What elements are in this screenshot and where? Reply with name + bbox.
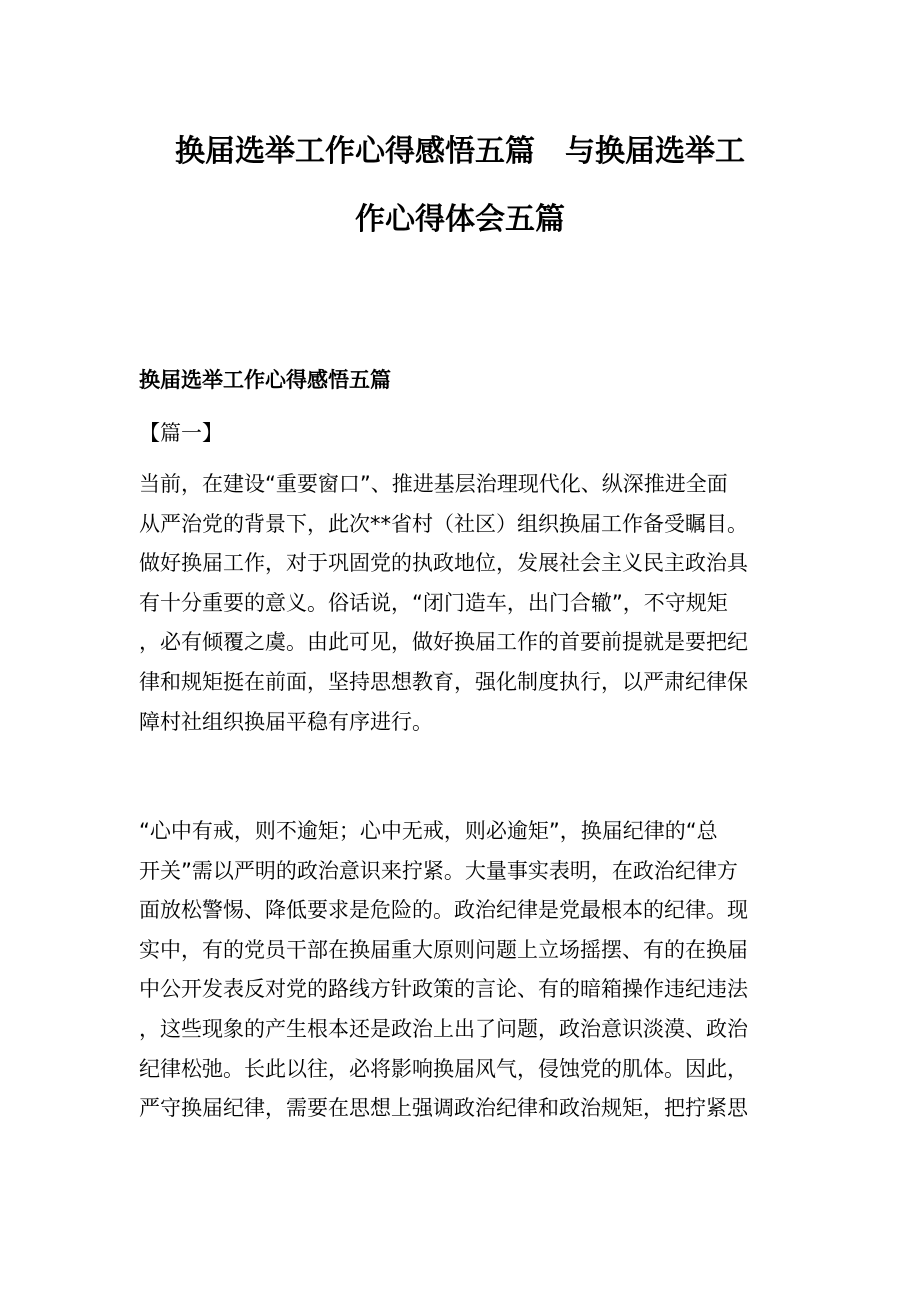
paragraph-line: 有十分重要的意义。俗话说，“闭门造车，出门合辙”，不守规矩 [139,590,728,615]
document-title-line-1: 换届选举工作心得感悟五篇 与换届选举工 [175,134,745,169]
paragraph-line: 实中，有的党员干部在换届重大原则问题上立场摇摆、有的在换届 [139,937,748,962]
paragraph-line: ，必有倾覆之虞。由此可见，做好换届工作的首要前提就是要把纪 [139,630,748,655]
paragraph-line: 纪律松弛。长此以往，必将影响换届风气，侵蚀党的肌体。因此， [139,1056,748,1081]
paragraph-line: “心中有戒，则不逾矩；心中无戒，则必逾矩”，换届纪律的“总 [139,819,718,843]
paragraph-line: 障村社组织换届平稳有序进行。 [139,709,433,734]
section-heading: 换届选举工作心得感悟五篇 [139,368,391,392]
paragraph-line: 严守换届纪律，需要在思想上强调政治纪律和政治规矩，把拧紧思 [139,1096,748,1121]
paragraph-2 [139,812,779,1129]
paragraph-line: 律和规矩挺在前面，坚持思想教育，强化制度执行，以严肃纪律保 [139,669,748,694]
paragraph-line: 中公开发表反对党的路线方针政策的言论、有的暗箱操作违纪违法 [139,977,748,1002]
paragraph-line: 面放松警惕、降低要求是危险的。政治纪律是党最根本的纪律。现 [139,898,748,923]
paragraph-line: 从严治党的背景下，此次**省村（社区）组织换届工作备受瞩目。 [139,511,748,536]
document-title-line-2: 作心得体会五篇 [355,202,565,237]
paragraph-line: 当前，在建设“重要窗口”、推进基层治理现代化、纵深推进全面 [139,472,728,496]
paragraph-line: 做好换届工作，对于巩固党的执政地位，发展社会主义民主政治具 [139,551,748,576]
paragraph-line: ，这些现象的产生根本还是政治上出了问题，政治意识淡漠、政治 [139,1016,748,1041]
paragraph-line: 开关”需以严明的政治意识来拧紧。大量事实表明，在政治纪律方 [139,858,738,883]
chapter-label: 【篇一】 [139,421,223,445]
paragraph-1 [139,465,779,742]
